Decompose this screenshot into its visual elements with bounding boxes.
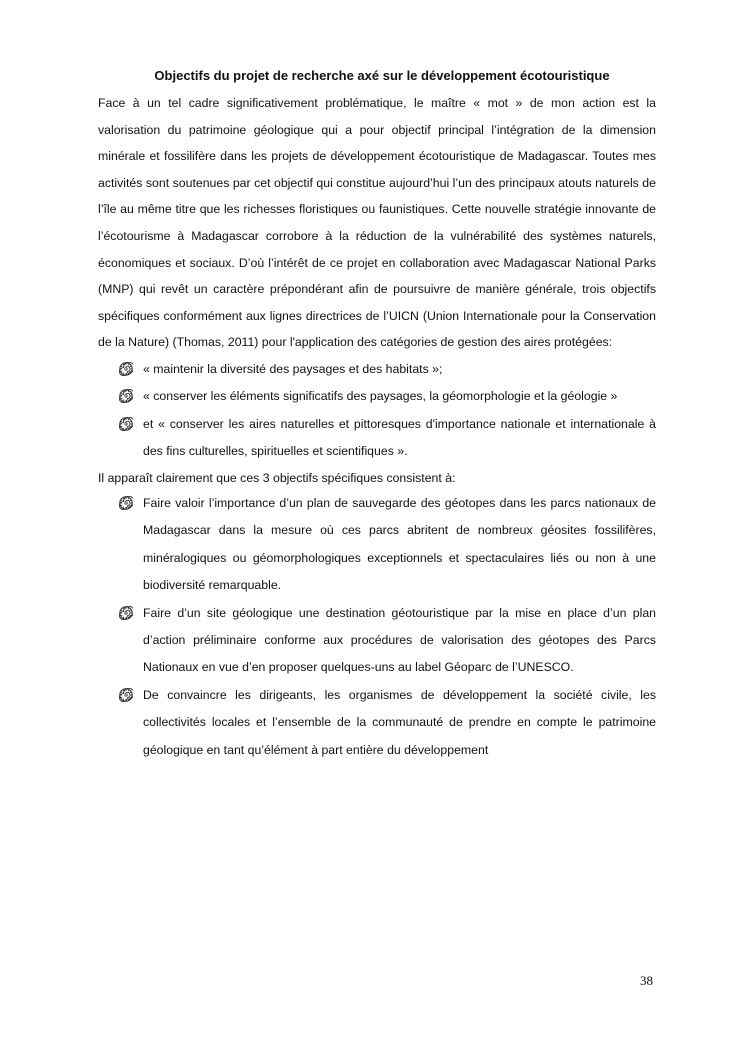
list-item-text: Faire valoir l’importance d’un plan de sauvegarde des géotopes dans les parcs nationaux de Madagascar dans la mesure où ces parcs abritent de nombreux géosites fossilifères, minéralogiques ou géomorphologiques exceptionnels et spectaculaires liés ou non à une biodiversité remarquable. [143, 495, 656, 593]
list-item-text: « maintenir la diversité des paysages et des habitats »; [143, 361, 443, 376]
list-item [143, 490, 656, 600]
ammonite-icon [119, 606, 133, 620]
ammonite-icon [119, 362, 133, 376]
document-page [98, 66, 656, 764]
specifics-list [98, 490, 656, 764]
ammonite-icon [119, 389, 133, 403]
transition-sentence: Il apparaît clairement que ces 3 objectifs spécifiques consistent à: [98, 470, 456, 485]
page-number: 38 [640, 973, 653, 988]
ammonite-icon [119, 496, 133, 510]
list-item [143, 600, 656, 682]
list-item-text: et « conserver les aires naturelles et pittoresques d'importance nationale et internationale à des fins culturelles, spirituelles et scientifiques ». [143, 416, 656, 459]
list-item-text: « conserver les éléments significatifs des paysages, la géomorphologie et la géologie » [143, 389, 618, 404]
intro-paragraph: Face à un tel cadre significativement problématique, le maître « mot » de mon action est la valorisation du patrimoine géologique qui a pour objectif principal l’intégration de la dimension minérale et fossilifère dans les projets de développement écotouristique de Madagascar. Toutes mes activités sont soutenues par cet objectif qui constitue aujourd’hui l’un des principaux atouts naturels de l’île au même titre que les richesses floristiques ou faunistiques. Cette nouvelle stratégie innovante de l’écotourisme à Madagascar corrobore à la réduction de la vulnérabilité des systèmes naturels, économiques et sociaux. D’où l’intérêt de ce projet en collaboration avec Madagascar National Parks (MNP) qui revêt un caractère prépondérant afin de poursuivre de manière générale, trois objectifs spécifiques conformément aux lignes directrices de l’UICN (Union Internationale pour la Conservation de la Nature) (Thomas, 2011) pour l'application des catégories de gestion des aires protégées: [98, 96, 656, 350]
ammonite-icon [119, 417, 133, 431]
list-item [143, 411, 656, 466]
section-title: Objectifs du projet de recherche axé sur le développement écotouristique [154, 68, 610, 83]
list-item [143, 682, 656, 764]
objectives-list [98, 356, 656, 466]
list-item [143, 356, 656, 384]
list-item [143, 383, 656, 411]
list-item-text: De convaincre les dirigeants, les organismes de développement la société civile, les collectivités locales et l’ensemble de la communauté de prendre en compte le patrimoine géologique en tant qu’élément à part entière du développement [143, 687, 656, 757]
list-item-text: Faire d’un site géologique une destination géotouristique par la mise en place d’un plan d’action préliminaire conforme aux procédures de valorisation des géotopes des Parcs Nationaux en vue d’en proposer quelques-uns au label Géoparc de l’UNESCO. [143, 605, 656, 675]
ammonite-icon [119, 688, 133, 702]
